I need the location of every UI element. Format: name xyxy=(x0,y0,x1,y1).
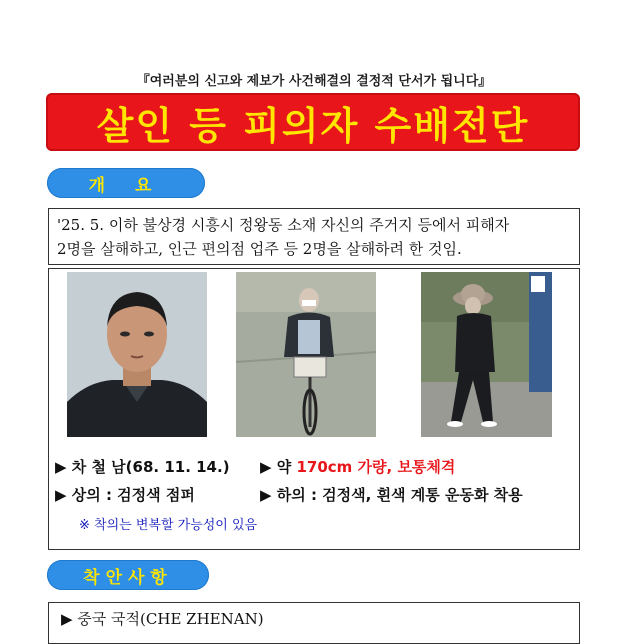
overview-heading xyxy=(47,168,205,198)
suspect-portrait-photo xyxy=(67,272,207,437)
notes-heading-label: 착안사항 xyxy=(83,567,173,588)
suspect-photo-box xyxy=(48,268,580,550)
suspect-walking-photo xyxy=(421,272,552,437)
banner-title: 살인 등 피의자 수배전단 xyxy=(96,103,530,148)
portrait-image xyxy=(67,272,207,437)
suspect-name: ▶ 차 철 남(68. 11. 14.) xyxy=(55,458,230,476)
clothing-line xyxy=(55,484,523,505)
walking-image xyxy=(421,272,552,437)
suspect-height-value: 170cm 가량, 보통체격 xyxy=(296,458,456,476)
notes-box xyxy=(48,602,580,644)
notes-heading xyxy=(47,560,209,590)
bottom-clothing: ▶ 하의 : 검정색, 흰색 계통 운동화 착용 xyxy=(260,486,523,504)
suspect-height: ▶ 약 170cm 가량, 보통체격 xyxy=(260,458,456,476)
overview-text: '25. 5. 이하 불상경 시흥시 정왕동 소재 자신의 주거지 등에서 피해자 2명을 살해하고, 인근 편의점 업주 등 2명을 살해하려 한 것임. xyxy=(57,216,510,258)
top-clothing: ▶ 상의 : 검정색 점퍼 xyxy=(55,486,195,504)
suspect-bicycle-photo xyxy=(236,272,376,437)
overview-heading-label: 개 요 xyxy=(88,175,164,196)
overview-box xyxy=(48,208,580,265)
wanted-banner xyxy=(46,93,580,151)
bicycle-image xyxy=(236,272,376,437)
suspect-name-line xyxy=(55,456,456,477)
notes-item-nationality: ▶ 중국 국적(CHE ZHENAN) xyxy=(61,610,264,628)
clothing-note: ※ 착의는 변복할 가능성이 있음 xyxy=(79,518,258,533)
tagline: 『여러분의 신고와 제보가 사건해결의 결정적 단서가 됩니다』 xyxy=(136,74,492,89)
